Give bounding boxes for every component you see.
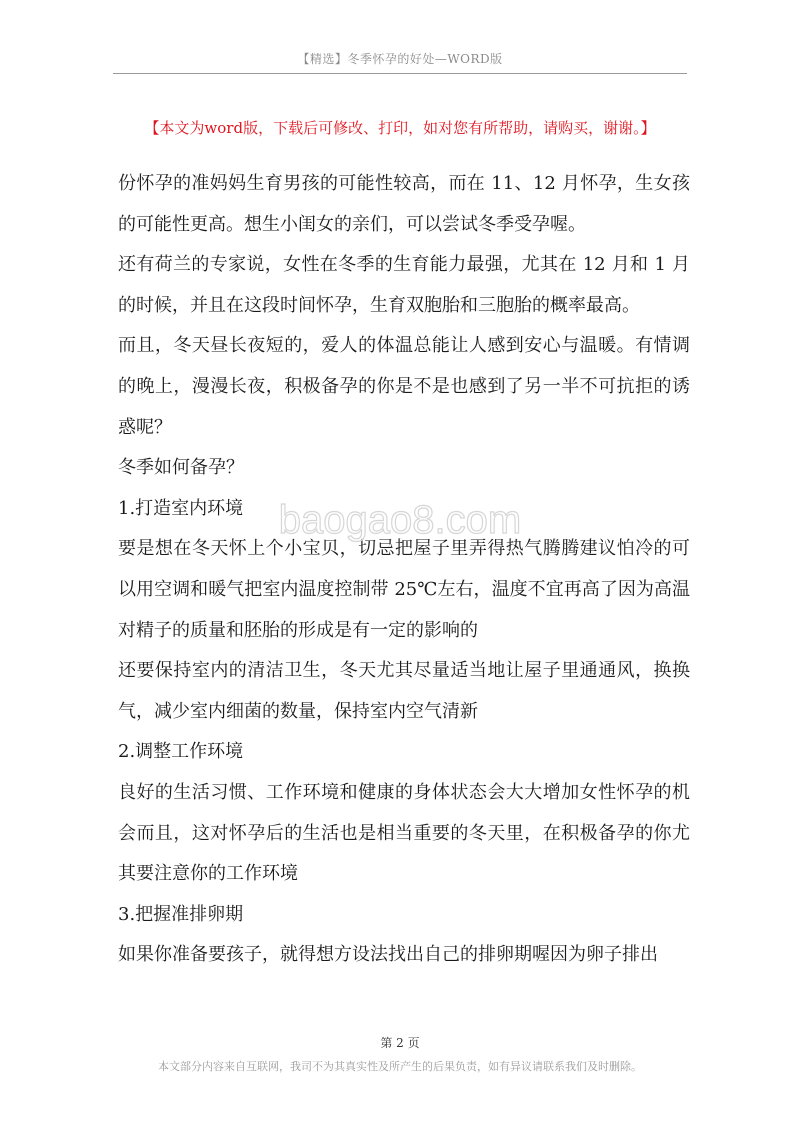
paragraph: 还有荷兰的专家说，女性在冬季的生育能力最强，尤其在 12 月和 1 月的时候，并且在这段时间怀孕，生育双胞胎和三胞胎的概率最高。 <box>118 254 690 316</box>
section-heading: 3.把握准排卵期 <box>118 903 244 925</box>
paragraph: 良好的生活习惯、工作环境和健康的身体状态会大大增加女性怀孕的机会而且，这对怀孕后的生活也是相当重要的冬天里，在积极备孕的你尤其要注意你的工作环境 <box>118 781 690 885</box>
paragraph: 如果你准备要孩子，就得想方设法找出自己的排卵期喔因为卵子排出 <box>118 944 658 966</box>
paragraph: 还要保持室内的清洁卫生，冬天尤其尽量适当地让屋子里通通风，换换气，减少室内细菌的数量，保持室内空气清新 <box>118 660 690 722</box>
header-divider <box>113 73 687 74</box>
paragraph: 份怀孕的准妈妈生育男孩的可能性较高，而在 11、12 月怀孕，生女孩的可能性更高。想生小闺女的亲们，可以尝试冬季受孕喔。 <box>118 173 690 235</box>
document-body <box>118 164 690 976</box>
section-heading: 2.调整工作环境 <box>118 741 244 763</box>
word-version-notice: 【本文为word版，下载后可修改、打印，如对您有所帮助，请购买，谢谢。】 <box>144 119 656 137</box>
page-header-title: 【精选】冬季怀孕的好处—WORD版 <box>297 52 503 66</box>
page-number: 第 2 页 <box>380 1036 420 1050</box>
paragraph: 而且，冬天昼长夜短的，爱人的体温总能让人感到安心与温暖。有情调的晚上，漫漫长夜，积极备孕的你是不是也感到了另一半不可抗拒的诱惑呢？ <box>118 335 690 438</box>
paragraph: 要是想在冬天怀上个小宝贝，切忌把屋子里弄得热气腾腾建议怕冷的可以用空调和暖气把室内温度控制带 25℃左右，温度不宜再高了因为高温对精子的质量和胚胎的形成是有一定的影响的 <box>118 538 690 641</box>
section-heading: 1.打造室内环境 <box>118 497 244 519</box>
watermark-text: baogao8.com <box>278 498 522 542</box>
footer-disclaimer: 本文部分内容来自互联网，我司不为其真实性及所产生的后果负责，如有异议请联系我们及时删除。 <box>158 1060 642 1073</box>
section-heading: 冬季如何备孕？ <box>118 457 244 479</box>
